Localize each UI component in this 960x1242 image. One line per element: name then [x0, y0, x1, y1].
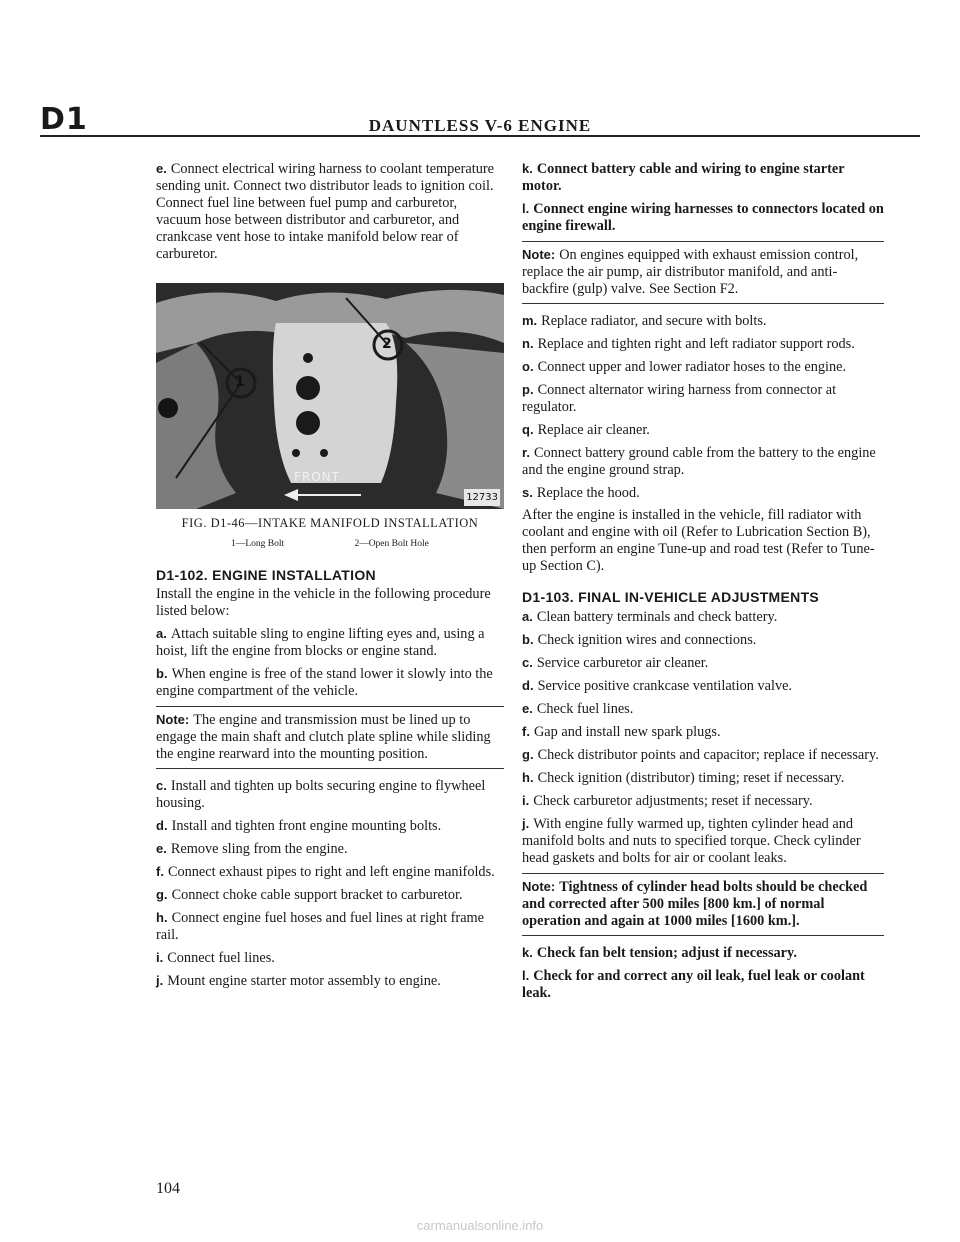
step-text: Replace the hood.	[536, 485, 640, 501]
note-box	[522, 241, 884, 304]
step-paragraph	[522, 769, 884, 787]
step-text: Gap and install new spark plugs.	[533, 724, 721, 740]
step-paragraph	[156, 817, 504, 835]
step-letter: n.	[522, 336, 534, 351]
step-text: Check carburetor adjustments; reset if necessary.	[533, 793, 813, 809]
step-text: Install and tighten up bolts securing engine to flywheel housing.	[156, 778, 486, 811]
step-text: With engine fully warmed up, tighten cylinder head and manifold bolts and nuts to specified torque. Check cylinder head gaskets and bolts for air or coolant leaks.	[522, 816, 861, 866]
left-column	[156, 160, 504, 995]
step-text: Remove sling from the engine.	[170, 841, 348, 857]
step-letter: d.	[156, 818, 168, 833]
step-text: Mount engine starter motor assembly to engine.	[167, 973, 441, 989]
step-e-paragraph	[156, 160, 504, 263]
step-text: Check ignition wires and connections.	[537, 632, 757, 648]
step-paragraph	[522, 700, 884, 718]
step-paragraph	[522, 944, 884, 962]
step-text: Connect choke cable support bracket to carburetor.	[171, 887, 463, 903]
step-letter: m.	[522, 313, 538, 328]
step-paragraph	[522, 631, 884, 649]
step-paragraph	[156, 909, 504, 944]
step-letter: h.	[156, 910, 168, 925]
step-text: Connect alternator wiring harness from connector at regulator.	[522, 382, 837, 415]
step-letter: e.	[156, 161, 167, 176]
step-text: Connect engine fuel hoses and fuel lines at right frame rail.	[156, 910, 485, 943]
step-paragraph	[522, 358, 884, 376]
page-number: 104	[156, 1180, 180, 1197]
step-paragraph	[522, 312, 884, 330]
step-paragraph	[522, 654, 884, 672]
step-paragraph	[522, 335, 884, 353]
step-paragraph	[156, 886, 504, 904]
step-letter: c.	[522, 655, 533, 670]
step-paragraph	[522, 484, 884, 502]
step-letter: d.	[522, 678, 534, 693]
step-letter: r.	[522, 445, 530, 460]
step-text: Check distributor points and capacitor; replace if necessary.	[537, 747, 879, 763]
header-divider	[40, 135, 920, 137]
step-letter: s.	[522, 485, 533, 500]
section-heading: D1-103. FINAL IN-VEHICLE ADJUSTMENTS	[522, 589, 820, 605]
step-letter: a.	[522, 609, 533, 624]
note-label: Note:	[522, 879, 556, 894]
step-letter: h.	[522, 770, 534, 785]
step-letter: e.	[522, 701, 533, 716]
figure-legend	[156, 536, 504, 553]
step-paragraph	[522, 200, 884, 235]
step-text: Connect fuel lines.	[167, 950, 275, 966]
step-paragraph	[522, 421, 884, 439]
step-letter: b.	[156, 666, 168, 681]
figure-caption: FIG. D1-46—INTAKE MANIFOLD INSTALLATION	[181, 516, 479, 530]
step-letter: p.	[522, 382, 534, 397]
step-text: Connect electrical wiring harness to coolant temperature sending unit. Connect two distributor leads to ignition coil. Connect fuel line between fuel pump and carburetor, vacuum hose between distributor and carburetor, and crankcase vent hose to intake manifold below rear of carburetor.	[156, 161, 494, 262]
step-text: Replace radiator, and secure with bolts.	[541, 313, 767, 329]
legend-item: 1—Long Bolt	[231, 539, 285, 549]
step-letter: a.	[156, 626, 167, 641]
note-label: Note:	[156, 712, 190, 727]
step-text: When engine is free of the stand lower it slowly into the engine compartment of the vehicle.	[156, 666, 493, 699]
step-letter: i.	[522, 793, 530, 808]
step-letter: k.	[522, 161, 533, 176]
after-install-paragraph: After the engine is installed in the vehicle, fill radiator with coolant and engine with oil (Refer to Lubrication Section B), then perform an engine Tune-up and road test (Refer to Tune-up Section C).	[522, 507, 875, 574]
step-paragraph	[156, 863, 504, 881]
callout-1: 1	[235, 374, 245, 390]
step-text: Replace air cleaner.	[537, 422, 650, 438]
step-paragraph	[522, 677, 884, 695]
step-paragraph	[156, 972, 504, 990]
intake-manifold-photo	[156, 283, 504, 509]
intro-paragraph: Install the engine in the vehicle in the following procedure listed below:	[156, 586, 491, 619]
step-text: Connect upper and lower radiator hoses to the engine.	[537, 359, 847, 375]
step-letter: b.	[522, 632, 534, 647]
note-label: Note:	[522, 247, 556, 262]
step-letter: o.	[522, 359, 534, 374]
step-letter: e.	[156, 841, 167, 856]
step-paragraph	[156, 840, 504, 858]
step-text: Check fuel lines.	[536, 701, 634, 717]
note-text: Tightness of cylinder head bolts should be checked and corrected after 500 miles [800 km.] of normal operation and again at 1000 miles [1600 km.].	[522, 879, 868, 929]
section-heading: D1-102. ENGINE INSTALLATION	[156, 567, 376, 583]
step-paragraph	[522, 444, 884, 479]
step-letter: j.	[156, 973, 164, 988]
step-paragraph	[522, 160, 884, 195]
step-paragraph	[522, 792, 884, 810]
step-letter: g.	[522, 747, 534, 762]
photo-number: 12733	[464, 489, 500, 506]
step-paragraph	[522, 746, 884, 764]
step-text: Connect battery cable and wiring to engine starter motor.	[522, 161, 845, 194]
step-text: Check fan belt tension; adjust if necessary.	[536, 945, 797, 961]
step-text: Check ignition (distributor) timing; reset if necessary.	[537, 770, 845, 786]
step-text: Check for and correct any oil leak, fuel leak or coolant leak.	[522, 968, 865, 1001]
step-text: Service carburetor air cleaner.	[536, 655, 709, 671]
section-tag: D1	[40, 102, 88, 137]
note-text: The engine and transmission must be lined up to engage the main shaft and clutch plate spline while sliding the engine rearward into the mounting position.	[156, 712, 491, 762]
step-letter: l.	[522, 201, 530, 216]
step-letter: g.	[156, 887, 168, 902]
step-paragraph	[522, 815, 884, 867]
legend-item: 2—Open Bolt Hole	[354, 539, 429, 549]
right-column	[522, 160, 884, 1007]
step-letter: j.	[522, 816, 530, 831]
step-paragraph	[156, 665, 504, 700]
step-letter: f.	[156, 864, 164, 879]
step-letter: f.	[522, 724, 530, 739]
step-text: Service positive crankcase ventilation valve.	[537, 678, 793, 694]
step-paragraph	[522, 723, 884, 741]
step-letter: i.	[156, 950, 164, 965]
note-box	[156, 706, 504, 769]
step-text: Connect battery ground cable from the battery to the engine and the engine ground strap.	[522, 445, 876, 478]
step-paragraph	[522, 967, 884, 1002]
front-label: FRONT	[294, 470, 340, 484]
step-text: Clean battery terminals and check battery.	[536, 609, 778, 625]
note-text: On engines equipped with exhaust emission control, replace the air pump, air distributor manifold, and anti-backfire (gulp) valve. See Section F2.	[522, 247, 859, 297]
step-letter: l.	[522, 968, 530, 983]
step-letter: c.	[156, 778, 167, 793]
callout-2: 2	[382, 336, 392, 352]
step-text: Install and tighten front engine mounting bolts.	[171, 818, 442, 834]
step-paragraph	[156, 777, 504, 812]
step-paragraph	[156, 949, 504, 967]
step-letter: q.	[522, 422, 534, 437]
note-box	[522, 873, 884, 936]
step-text: Connect engine wiring harnesses to connectors located on engine firewall.	[522, 201, 884, 234]
step-paragraph	[522, 608, 884, 626]
step-text: Connect exhaust pipes to right and left engine manifolds.	[167, 864, 495, 880]
step-letter: k.	[522, 945, 533, 960]
step-paragraph	[522, 381, 884, 416]
step-text: Replace and tighten right and left radiator support rods.	[537, 336, 855, 352]
watermark: carmanualsonline.info	[416, 1218, 544, 1233]
step-text: Attach suitable sling to engine lifting eyes and, using a hoist, lift the engine from blocks or engine stand.	[156, 626, 485, 659]
page-title: DAUNTLESS V-6 ENGINE	[368, 116, 592, 135]
step-paragraph	[156, 625, 504, 660]
